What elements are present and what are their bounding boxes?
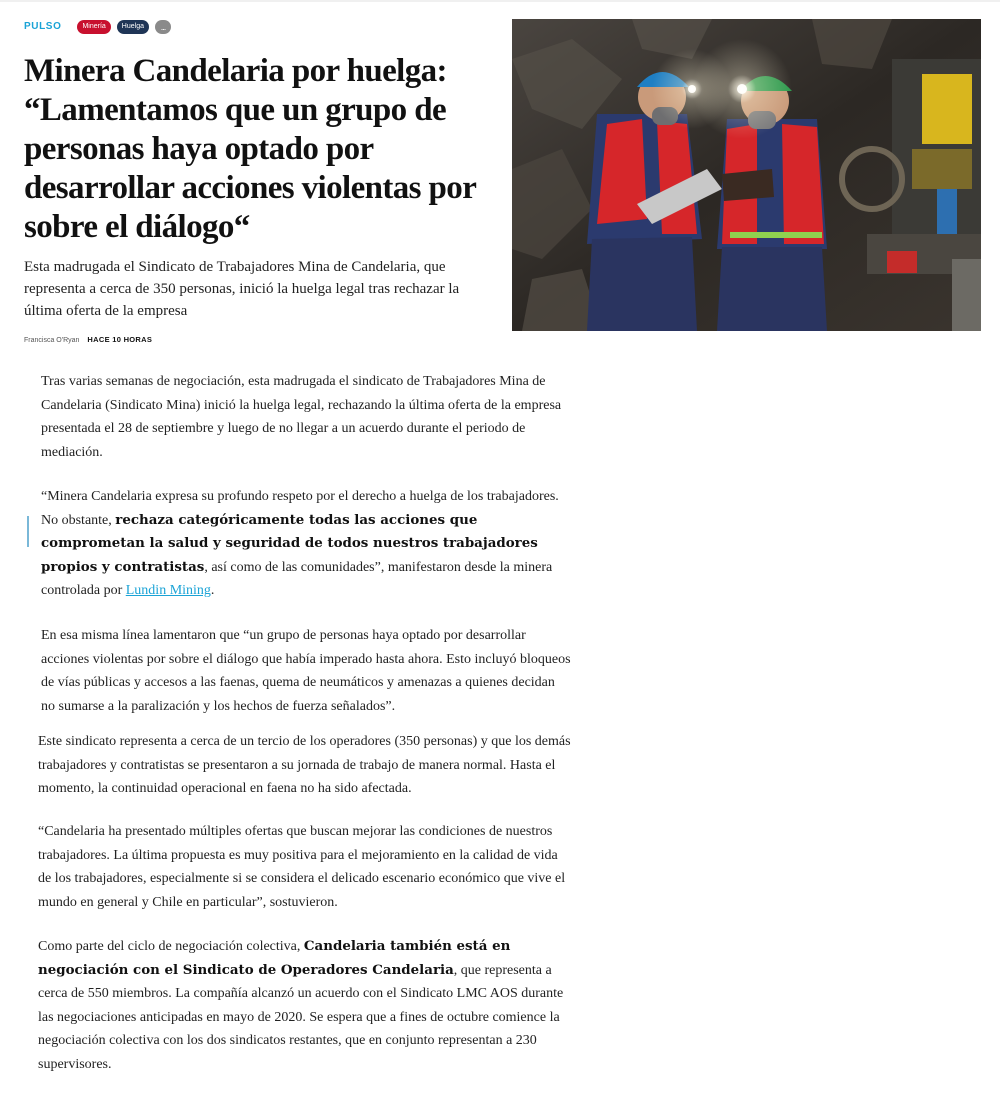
author-name[interactable]: Francisca O'Ryan	[24, 337, 80, 344]
paragraph-2-text-c: .	[210, 583, 215, 598]
article-subtitle: Esta madrugada el Sindicato de Trabajadores Mina de Candelaria, que representa a cerca de 350 personas, inició la huelga legal tras rechazar la última oferta de la empresa	[24, 259, 460, 319]
lundin-mining-link[interactable]: Lundin Mining	[125, 583, 211, 598]
publish-time: HACE 10 HORAS	[87, 335, 153, 344]
paragraph-2-bold: rechaza categóricamente todas las acciones que comprometan la salud y seguridad de todos nuestros trabajadores propios y contratistas	[41, 511, 538, 575]
paragraph-6-text-b: , que representa a cerca de 550 miembros. La compañía alcanzó un acuerdo con el Sindicato LMC AOS durante las negociaciones anticipadas en mayo de 2020. Se espera que a fines de octubre comience la negociación colectiva con los dos sindicatos restantes, que en conjunto representan a 230 supervisores.	[38, 962, 564, 1072]
tag-mineria[interactable]: Minería	[77, 20, 110, 34]
paragraph-2	[41, 485, 571, 603]
paragraph-2-text-b: , así como de las comunidades”, manifestaron desde la minera controlada por	[41, 559, 553, 598]
more-tags-button[interactable]: ...	[155, 20, 171, 34]
top-divider	[0, 0, 1000, 2]
article-headline: Minera Candelaria por huelga: “Lamentamos que un grupo de personas haya optado por desarrollar acciones violentas por sobre el diálogo“	[24, 53, 476, 245]
byline	[24, 335, 152, 344]
paragraph-1: Tras varias semanas de negociación, esta madrugada el sindicato de Trabajadores Mina de Candelaria (Sindicato Mina) inició la huelga legal, rechazando la última oferta de la empresa presentada el 28 de septiembre y luego de no llegar a un acuerdo durante el periodo de mediación.	[41, 374, 562, 460]
paragraph-5: “Candelaria ha presentado múltiples ofertas que buscan mejorar las condiciones de nuestros trabajadores. La última propuesta es muy positiva para el mejoramiento en la calidad de vida de los trabajadores, especialmente si se considera el delicado escenario económico que vive el mundo en general y Chile en particular”, sostuvieron.	[38, 824, 566, 910]
paragraph-6	[38, 935, 571, 1076]
paragraph-3: En esa misma línea lamentaron que “un grupo de personas haya optado por desarrollar acciones violentas por sobre el diálogo que había imperado hasta ahora. Esto incluyó bloqueos de vías públicas y accesos a las faenas, quema de neumáticos y amenazas a quienes decidan no sumarse a la paralización y los hechos de fuerza señalados”.	[41, 628, 571, 714]
section-label[interactable]: PULSO	[24, 21, 62, 32]
hero-image	[512, 19, 981, 331]
tag-row	[24, 19, 171, 35]
paragraph-2-text-a: “Minera Candelaria expresa su profundo respeto por el derecho a huelga de los trabajadores. No obstante,	[41, 489, 559, 528]
quote-marker	[27, 516, 29, 547]
paragraph-4: Este sindicato representa a cerca de un tercio de los operadores (350 personas) y que los demás trabajadores y contratistas se presentaron a su jornada de trabajo de manera normal. Hasta el momento, la continuidad operacional en faena no ha sido afectada.	[38, 734, 571, 796]
paragraph-6-text-a: Como parte del ciclo de negociación colectiva,	[38, 939, 304, 954]
paragraph-6-bold: Candelaria también está en negociación con el Sindicato de Operadores Candelaria	[38, 938, 511, 978]
tag-huelga[interactable]: Huelga	[117, 20, 149, 34]
